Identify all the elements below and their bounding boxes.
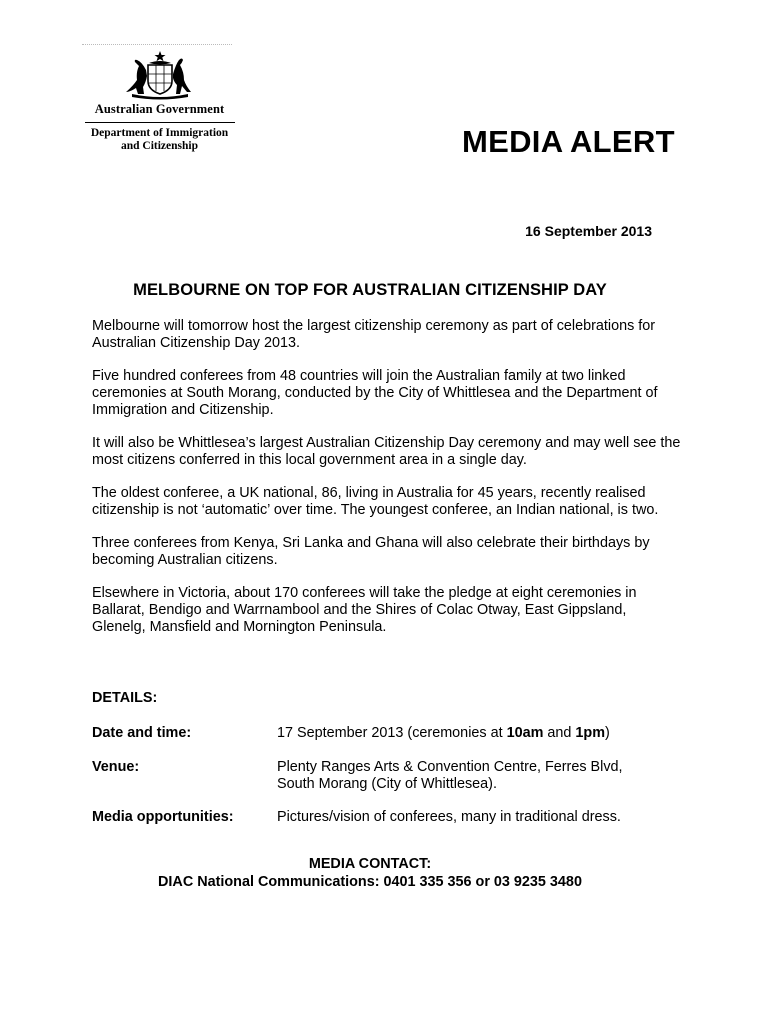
media-opportunities-label: Media opportunities: [92, 809, 234, 825]
date-time-conjunction: and [543, 725, 576, 741]
paragraph: The oldest conferee, a UK national, 86, living in Australia for 45 years, recently realised citizenship is not ‘automatic’ over time. The youngest conferee, an Indian national, is two. [92, 485, 659, 518]
paragraph: Five hundred conferees from 48 countries will join the Australian family at two linked ceremonies at South Morang, conducted by the City of Whittlesea and the Department of Immigration and Citizenship. [92, 368, 658, 418]
headline: MELBOURNE ON TOP FOR AUSTRALIAN CITIZENSHIP DAY [133, 281, 607, 299]
government-name: Australian Government [94, 102, 225, 116]
ceremony-time-2: 1pm [575, 725, 606, 741]
venue-value: Plenty Ranges Arts & Convention Centre, Ferres Blvd, South Morang (City of Whittlesea). [277, 759, 623, 792]
document-type-title: MEDIA ALERT [462, 124, 675, 159]
paragraph: It will also be Whittlesea’s largest Australian Citizenship Day ceremony and may well see the most citizens conferred in this local government area in a single day. [92, 435, 681, 468]
body-text [92, 318, 682, 652]
paragraph: Three conferees from Kenya, Sri Lanka and Ghana will also celebrate their birthdays by becoming Australian citizens. [92, 535, 650, 568]
date-time-suffix: ) [605, 725, 610, 741]
ceremony-time-1: 10am [506, 725, 544, 741]
coat-of-arms-icon [116, 50, 204, 100]
media-contact-line: DIAC National Communications: 0401 335 356 or 03 9235 3480 [158, 874, 582, 890]
department-name-line2: and Citizenship [120, 140, 198, 152]
date-time-prefix: 17 September 2013 (ceremonies at [277, 725, 507, 741]
government-logo [82, 44, 237, 153]
date-time-label: Date and time: [92, 725, 192, 741]
date-time-value [277, 725, 677, 742]
department-name-line1: Department of Immigration [90, 127, 229, 139]
media-opportunities-value: Pictures/vision of conferees, many in traditional dress. [277, 809, 621, 825]
logo-divider [85, 122, 235, 123]
media-contact-heading: MEDIA CONTACT: [308, 856, 432, 872]
release-date: 16 September 2013 [525, 223, 652, 239]
details-heading: DETAILS: [92, 690, 158, 706]
paragraph: Elsewhere in Victoria, about 170 conferees will take the pledge at eight ceremonies in Ballarat, Bendigo and Warrnambool and the Shires of Colac Otway, East Gippsland, Glenelg, Mansfield and Mornington Peninsula. [92, 585, 637, 635]
venue-label: Venue: [92, 759, 140, 775]
paragraph: Melbourne will tomorrow host the largest citizenship ceremony as part of celebrations for Australian Citizenship Day 2013. [92, 318, 656, 351]
